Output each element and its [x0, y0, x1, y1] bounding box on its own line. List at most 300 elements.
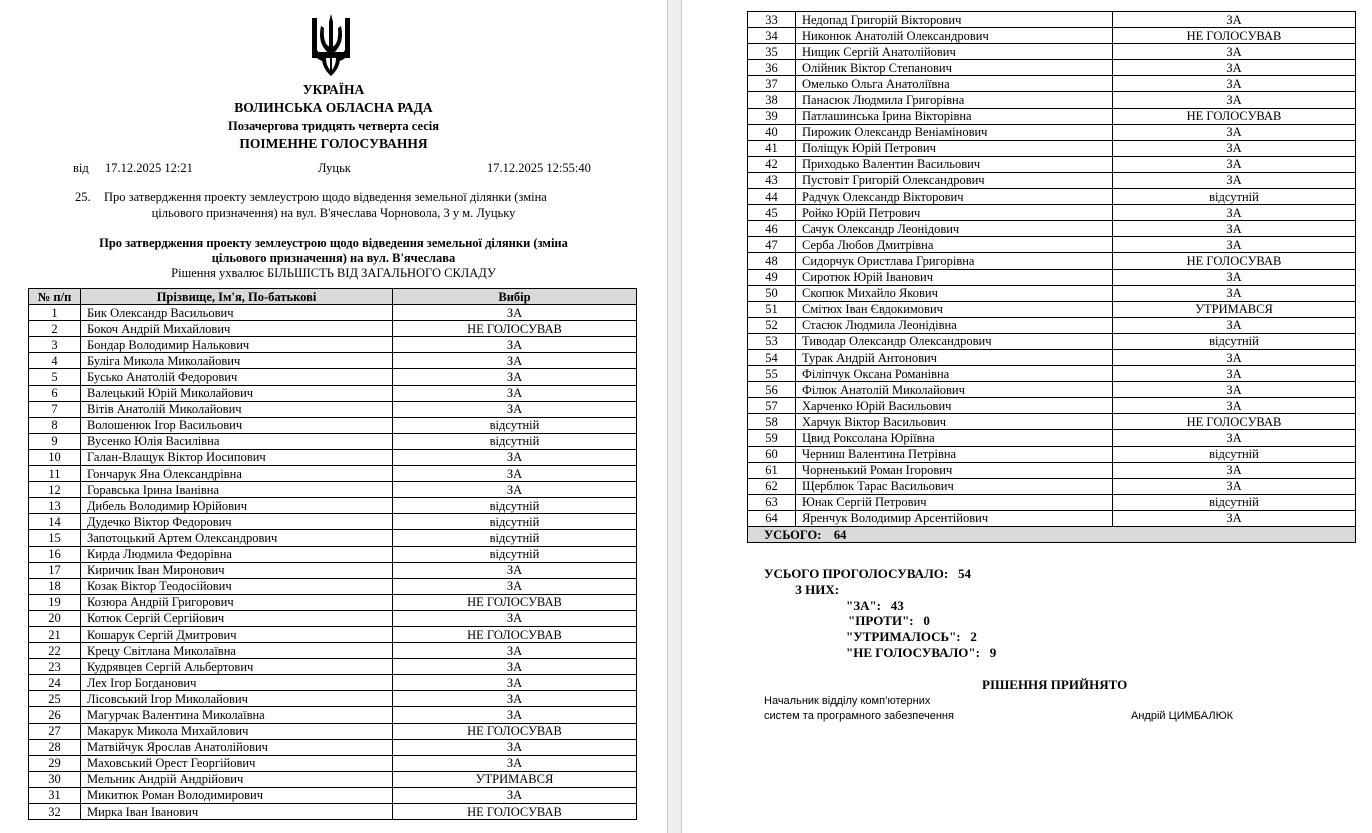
table-row — [748, 253, 1356, 269]
table-row — [29, 433, 637, 449]
row-number: 54 — [748, 349, 796, 365]
table-row — [29, 337, 637, 353]
vote-choice: НЕ ГОЛОСУВАВ — [1113, 28, 1356, 44]
vote-choice: ЗА — [393, 482, 637, 498]
row-number: 40 — [748, 124, 796, 140]
row-number: 59 — [748, 430, 796, 446]
row-number: 8 — [29, 417, 81, 433]
decision-result: РІШЕННЯ ПРИЙНЯТО — [982, 677, 1128, 692]
vote-choice: НЕ ГОЛОСУВАВ — [393, 626, 637, 642]
vote-choice: ЗА — [1113, 205, 1356, 221]
vote-choice: ЗА — [1113, 237, 1356, 253]
deputy-name: Скопюк Михайло Якович — [796, 285, 1113, 301]
vote-choice: ЗА — [393, 385, 637, 401]
deputy-name: Матвійчук Ярослав Анатолійович — [81, 739, 393, 755]
total-label: УСЬОГО: — [764, 527, 822, 542]
vote-choice: відсутній — [393, 498, 637, 514]
table-row — [748, 349, 1356, 365]
table-row — [748, 478, 1356, 494]
row-number: 14 — [29, 514, 81, 530]
table-row — [29, 804, 637, 820]
deputy-name: Кошарук Сергій Дмитрович — [81, 626, 393, 642]
document-title: ПОІМЕННЕ ГОЛОСУВАННЯ — [239, 136, 428, 151]
table-row — [29, 498, 637, 514]
vote-choice: відсутній — [393, 433, 637, 449]
session-datetime: 17.12.2025 12:21 — [105, 161, 193, 175]
vote-choice: відсутній — [393, 530, 637, 546]
row-number: 44 — [748, 189, 796, 205]
column-header-number: № п/п — [29, 289, 81, 305]
row-number: 19 — [29, 594, 81, 610]
vote-choice: ЗА — [1113, 317, 1356, 333]
deputy-name: Кирда Людмила Федорівна — [81, 546, 393, 562]
column-header-choice: Вибір — [393, 289, 637, 305]
table-row — [748, 333, 1356, 349]
row-number: 33 — [748, 12, 796, 28]
deputy-name: Валецький Юрій Миколайович — [81, 385, 393, 401]
deputy-name: Сидорчук Ористлава Григорівна — [796, 253, 1113, 269]
deputy-name: Бусько Анатолій Федорович — [81, 369, 393, 385]
deputy-name: Сачук Олександр Леонідович — [796, 221, 1113, 237]
table-row — [748, 76, 1356, 92]
table-row — [748, 301, 1356, 317]
deputy-name: Поліщук Юрій Петрович — [796, 140, 1113, 156]
deputy-name: Котюк Сергій Сергійович — [81, 610, 393, 626]
vote-choice: ЗА — [393, 369, 637, 385]
row-number: 24 — [29, 675, 81, 691]
column-header-name: Прізвище, Ім'я, По-батькові — [81, 289, 393, 305]
vote-choice: ЗА — [393, 659, 637, 675]
row-number: 30 — [29, 771, 81, 787]
abstained-label: "УТРИМАЛОСЬ": — [846, 629, 961, 644]
vote-choice: ЗА — [393, 353, 637, 369]
row-number: 17 — [29, 562, 81, 578]
table-row — [29, 578, 637, 594]
table-row — [29, 594, 637, 610]
deputy-name: Нищик Сергій Анатолійович — [796, 44, 1113, 60]
vote-choice: НЕ ГОЛОСУВАВ — [393, 594, 637, 610]
deputy-name: Смітюх Іван Євдокимович — [796, 301, 1113, 317]
agenda-text-line1: Про затвердження проекту землеустрою щодо відведення земельної ділянки (зміна — [104, 190, 547, 204]
document-page-2 — [682, 0, 1372, 833]
voted-label: УСЬОГО ПРОГОЛОСУВАЛО: — [764, 566, 949, 581]
vote-choice: ЗА — [1113, 60, 1356, 76]
table-row — [29, 514, 637, 530]
row-number: 62 — [748, 478, 796, 494]
vote-choice: ЗА — [1113, 269, 1356, 285]
table-row — [748, 124, 1356, 140]
vote-choice: відсутній — [1113, 494, 1356, 510]
vote-choice: ЗА — [393, 675, 637, 691]
table-row — [748, 28, 1356, 44]
vote-choice: ЗА — [393, 337, 637, 353]
of-them-label: З НИХ: — [795, 582, 840, 597]
table-row — [29, 385, 637, 401]
vote-choice: ЗА — [1113, 156, 1356, 172]
table-row — [29, 787, 637, 803]
deputy-name: Турак Андрій Антонович — [796, 349, 1113, 365]
vote-choice: ЗА — [1113, 366, 1356, 382]
row-number: 46 — [748, 221, 796, 237]
deputy-name: Маховський Орест Георгійович — [81, 755, 393, 771]
against-count — [848, 613, 930, 629]
row-number: 18 — [29, 578, 81, 594]
row-number: 15 — [29, 530, 81, 546]
vote-choice: ЗА — [1113, 398, 1356, 414]
deputy-name: Киричик Іван Миронович — [81, 562, 393, 578]
table-row — [748, 382, 1356, 398]
row-number: 55 — [748, 366, 796, 382]
deputy-name: Пустовіт Григорій Олександрович — [796, 172, 1113, 188]
deputy-name: Крецу Світлана Миколаївна — [81, 643, 393, 659]
deputy-name: Бондар Володимир Налькович — [81, 337, 393, 353]
table-row — [29, 707, 637, 723]
deputy-name: Пирожик Олександр Веніамінович — [796, 124, 1113, 140]
row-number: 63 — [748, 494, 796, 510]
table-row — [29, 321, 637, 337]
against-label: "ПРОТИ": — [848, 613, 914, 628]
row-number: 26 — [29, 707, 81, 723]
table-row — [29, 449, 637, 465]
table-row — [748, 269, 1356, 285]
vote-choice: ЗА — [393, 305, 637, 321]
deputy-name: Патлашинська Ірина Вікторівна — [796, 108, 1113, 124]
row-number: 13 — [29, 498, 81, 514]
table-row — [29, 353, 637, 369]
row-number: 2 — [29, 321, 81, 337]
resolution-title-line1: Про затвердження проекту землеустрою щодо відведення земельної ділянки (зміна — [99, 236, 568, 250]
vote-choice: ЗА — [1113, 478, 1356, 494]
vote-table-part2 — [747, 11, 1356, 543]
table-row — [748, 221, 1356, 237]
row-number: 50 — [748, 285, 796, 301]
deputy-name: Буліга Микола Миколайович — [81, 353, 393, 369]
vote-choice: ЗА — [1113, 462, 1356, 478]
vote-datetime: 17.12.2025 12:55:40 — [487, 161, 591, 175]
table-row — [748, 317, 1356, 333]
row-number: 31 — [29, 787, 81, 803]
table-row — [29, 626, 637, 642]
total-value: 64 — [833, 527, 847, 542]
deputy-name: Чорненький Роман Ігорович — [796, 462, 1113, 478]
vote-table-part1 — [28, 288, 637, 820]
agenda-number: 25. — [75, 190, 91, 204]
vote-choice: відсутній — [393, 514, 637, 530]
vote-choice: НЕ ГОЛОСУВАВ — [1113, 414, 1356, 430]
table-row — [29, 305, 637, 321]
table-row — [748, 237, 1356, 253]
deputy-name: Сиротюк Юрій Іванович — [796, 269, 1113, 285]
row-number: 56 — [748, 382, 796, 398]
row-number: 61 — [748, 462, 796, 478]
vote-choice: НЕ ГОЛОСУВАВ — [1113, 253, 1356, 269]
table-row — [29, 369, 637, 385]
not-voted-value: 9 — [989, 645, 997, 660]
deputy-name: Стасюк Людмила Леонідівна — [796, 317, 1113, 333]
vote-choice: ЗА — [393, 610, 637, 626]
deputy-name: Омелько Ольга Анатоліївна — [796, 76, 1113, 92]
country-title: УКРАЇНА — [302, 82, 365, 97]
table-row — [748, 189, 1356, 205]
table-row — [29, 466, 637, 482]
deputy-name: Гончарук Яна Олександрівна — [81, 466, 393, 482]
row-number: 28 — [29, 739, 81, 755]
vote-choice: ЗА — [393, 401, 637, 417]
from-label: від — [73, 161, 89, 175]
deputy-name: Приходько Валентин Васильович — [796, 156, 1113, 172]
deputy-name: Запотоцький Артем Олександрович — [81, 530, 393, 546]
vote-choice: ЗА — [393, 466, 637, 482]
vote-choice: ЗА — [1113, 92, 1356, 108]
row-number: 9 — [29, 433, 81, 449]
vote-choice: ЗА — [393, 707, 637, 723]
row-number: 32 — [29, 804, 81, 820]
vote-choice: ЗА — [393, 691, 637, 707]
deputy-name: Галан-Влащук Віктор Иосипович — [81, 449, 393, 465]
table-header-row — [29, 289, 637, 305]
row-number: 57 — [748, 398, 796, 414]
voted-value: 54 — [957, 566, 971, 581]
table-row — [29, 643, 637, 659]
deputy-name: Вусенко Юлія Василівна — [81, 433, 393, 449]
deputy-name: Філіпчук Оксана Романівна — [796, 366, 1113, 382]
deputy-name: Лех Ігор Богданович — [81, 675, 393, 691]
deputy-name: Тиводар Олександр Олександрович — [796, 333, 1113, 349]
table-row — [748, 156, 1356, 172]
vote-choice: НЕ ГОЛОСУВАВ — [1113, 108, 1356, 124]
for-label: "ЗА": — [846, 598, 882, 613]
vote-choice: ЗА — [1113, 44, 1356, 60]
table-row — [748, 494, 1356, 510]
vote-choice: УТРИМАВСЯ — [1113, 301, 1356, 317]
not-voted-count — [846, 645, 996, 661]
decision-rule: Рішення ухвалює БІЛЬШІСТЬ ВІД ЗАГАЛЬНОГО СКЛАДУ — [171, 266, 496, 280]
deputy-name: Філюк Анатолій Миколайович — [796, 382, 1113, 398]
vote-choice: відсутній — [393, 546, 637, 562]
vote-choice: відсутній — [1113, 189, 1356, 205]
table-row — [29, 610, 637, 626]
vote-choice: НЕ ГОЛОСУВАВ — [393, 804, 637, 820]
row-number: 27 — [29, 723, 81, 739]
row-number: 16 — [29, 546, 81, 562]
row-number: 43 — [748, 172, 796, 188]
row-number: 47 — [748, 237, 796, 253]
deputy-name: Мирка Іван Іванович — [81, 804, 393, 820]
row-number: 42 — [748, 156, 796, 172]
row-number: 38 — [748, 92, 796, 108]
table-row — [29, 691, 637, 707]
vote-choice: відсутній — [1113, 333, 1356, 349]
table-row — [29, 675, 637, 691]
vote-choice: ЗА — [1113, 510, 1356, 526]
row-number: 39 — [748, 108, 796, 124]
row-number: 11 — [29, 466, 81, 482]
row-number: 4 — [29, 353, 81, 369]
deputy-name: Щерблюк Тарас Васильович — [796, 478, 1113, 494]
deputy-name: Харченко Юрій Васильович — [796, 398, 1113, 414]
deputy-name: Ройко Юрій Петрович — [796, 205, 1113, 221]
vote-choice: ЗА — [1113, 140, 1356, 156]
row-number: 34 — [748, 28, 796, 44]
table-row — [748, 430, 1356, 446]
deputy-name: Харчук Віктор Васильович — [796, 414, 1113, 430]
row-number: 58 — [748, 414, 796, 430]
row-number: 21 — [29, 626, 81, 642]
abstained-count — [846, 629, 977, 645]
deputy-name: Никонюк Анатолій Олександрович — [796, 28, 1113, 44]
table-row — [29, 482, 637, 498]
table-row — [29, 739, 637, 755]
vote-choice: ЗА — [1113, 172, 1356, 188]
deputy-name: Олійник Віктор Степанович — [796, 60, 1113, 76]
council-title: ВОЛИНСЬКА ОБЛАСНА РАДА — [234, 100, 433, 115]
document-page-1 — [0, 0, 667, 833]
voted-total — [764, 566, 971, 582]
vote-choice: ЗА — [393, 643, 637, 659]
vote-choice: ЗА — [393, 739, 637, 755]
for-count — [846, 598, 904, 614]
row-number: 52 — [748, 317, 796, 333]
signatory-name: Андрій ЦИМБАЛЮК — [1131, 710, 1234, 722]
row-number: 60 — [748, 446, 796, 462]
trident-emblem-icon — [308, 12, 354, 82]
table-row — [748, 285, 1356, 301]
agenda-text-line2: цільового призначення) на вул. В'ячеслава Чорновола, 3 у м. Луцьку — [151, 206, 516, 220]
table-row — [748, 44, 1356, 60]
signatory-position-line2: систем та програмного забезпечення — [764, 710, 954, 722]
table-row — [29, 723, 637, 739]
row-number: 35 — [748, 44, 796, 60]
vote-choice: відсутній — [1113, 446, 1356, 462]
row-number: 36 — [748, 60, 796, 76]
deputy-name: Волошенюк Ігор Васильович — [81, 417, 393, 433]
row-number: 48 — [748, 253, 796, 269]
table-row — [748, 60, 1356, 76]
resolution-title-line2: цільового призначення) на вул. В'ячеслава — [211, 251, 456, 265]
table-row — [748, 462, 1356, 478]
table-row — [748, 510, 1356, 526]
row-number: 1 — [29, 305, 81, 321]
row-number: 23 — [29, 659, 81, 675]
table-row — [748, 205, 1356, 221]
table-row — [748, 446, 1356, 462]
vote-choice: ЗА — [1113, 124, 1356, 140]
row-number: 41 — [748, 140, 796, 156]
table-row — [29, 562, 637, 578]
table-row — [29, 771, 637, 787]
deputy-name: Бик Олександр Васильович — [81, 305, 393, 321]
row-number: 64 — [748, 510, 796, 526]
table-row — [29, 530, 637, 546]
vote-choice: ЗА — [1113, 430, 1356, 446]
deputy-name: Дудечко Віктор Федорович — [81, 514, 393, 530]
against-value: 0 — [923, 613, 930, 628]
signatory-position-line1: Начальник відділу комп’ютерних — [764, 695, 931, 707]
row-number: 45 — [748, 205, 796, 221]
deputy-name: Серба Любов Дмитрівна — [796, 237, 1113, 253]
deputy-name: Горавська Ірина Іванівна — [81, 482, 393, 498]
deputy-name: Микитюк Роман Володимирович — [81, 787, 393, 803]
deputy-name: Лісовський Ігор Миколайович — [81, 691, 393, 707]
row-number: 37 — [748, 76, 796, 92]
deputy-name: Козак Віктор Теодосійович — [81, 578, 393, 594]
table-row — [748, 366, 1356, 382]
row-number: 5 — [29, 369, 81, 385]
deputy-name: Юнак Сергій Петрович — [796, 494, 1113, 510]
session-title: Позачергова тридцять четверта сесія — [227, 119, 439, 133]
row-number: 25 — [29, 691, 81, 707]
deputy-name: Радчук Олександр Вікторович — [796, 189, 1113, 205]
row-number: 6 — [29, 385, 81, 401]
table-row — [748, 172, 1356, 188]
row-number: 7 — [29, 401, 81, 417]
row-number: 29 — [29, 755, 81, 771]
row-number: 3 — [29, 337, 81, 353]
row-number: 12 — [29, 482, 81, 498]
deputy-name: Макарук Микола Михайлович — [81, 723, 393, 739]
deputy-name: Черниш Валентина Петрівна — [796, 446, 1113, 462]
row-number: 10 — [29, 449, 81, 465]
vote-choice: ЗА — [393, 578, 637, 594]
row-number: 53 — [748, 333, 796, 349]
deputy-name: Магурчак Валентина Миколаївна — [81, 707, 393, 723]
vote-choice: ЗА — [1113, 76, 1356, 92]
table-row — [29, 417, 637, 433]
city: Луцьк — [318, 161, 351, 175]
deputy-name: Бокоч Андрій Михайлович — [81, 321, 393, 337]
vote-choice: ЗА — [393, 755, 637, 771]
vote-choice: ЗА — [393, 562, 637, 578]
deputy-name: Яренчук Володимир Арсентійович — [796, 510, 1113, 526]
table-row — [748, 398, 1356, 414]
row-number: 49 — [748, 269, 796, 285]
vote-choice: ЗА — [1113, 285, 1356, 301]
deputy-name: Панасюк Людмила Григорівна — [796, 92, 1113, 108]
vote-choice: ЗА — [1113, 221, 1356, 237]
vote-choice: УТРИМАВСЯ — [393, 771, 637, 787]
not-voted-label: "НЕ ГОЛОСУВАЛО": — [846, 645, 980, 660]
table-row — [748, 108, 1356, 124]
deputy-name: Дибель Володимир Юрійович — [81, 498, 393, 514]
table-row — [748, 92, 1356, 108]
abstained-value: 2 — [970, 629, 977, 644]
vote-choice: відсутній — [393, 417, 637, 433]
table-row — [748, 12, 1356, 28]
vote-choice: ЗА — [393, 787, 637, 803]
deputy-name: Кудрявцев Сергій Альбертович — [81, 659, 393, 675]
total-cell — [748, 527, 1356, 543]
table-row — [748, 140, 1356, 156]
vote-choice: ЗА — [393, 449, 637, 465]
deputy-name: Цвид Роксолана Юріївна — [796, 430, 1113, 446]
table-row — [748, 414, 1356, 430]
vote-choice: ЗА — [1113, 349, 1356, 365]
row-number: 22 — [29, 643, 81, 659]
vote-choice: ЗА — [1113, 382, 1356, 398]
deputy-name: Недопад Григорій Вікторович — [796, 12, 1113, 28]
total-row — [748, 527, 1356, 543]
row-number: 20 — [29, 610, 81, 626]
table-row — [29, 659, 637, 675]
row-number: 51 — [748, 301, 796, 317]
deputy-name: Мельник Андрій Андрійович — [81, 771, 393, 787]
table-row — [29, 546, 637, 562]
page-divider — [667, 0, 682, 833]
vote-choice: НЕ ГОЛОСУВАВ — [393, 723, 637, 739]
table-row — [29, 755, 637, 771]
table-row — [29, 401, 637, 417]
vote-choice: ЗА — [1113, 12, 1356, 28]
